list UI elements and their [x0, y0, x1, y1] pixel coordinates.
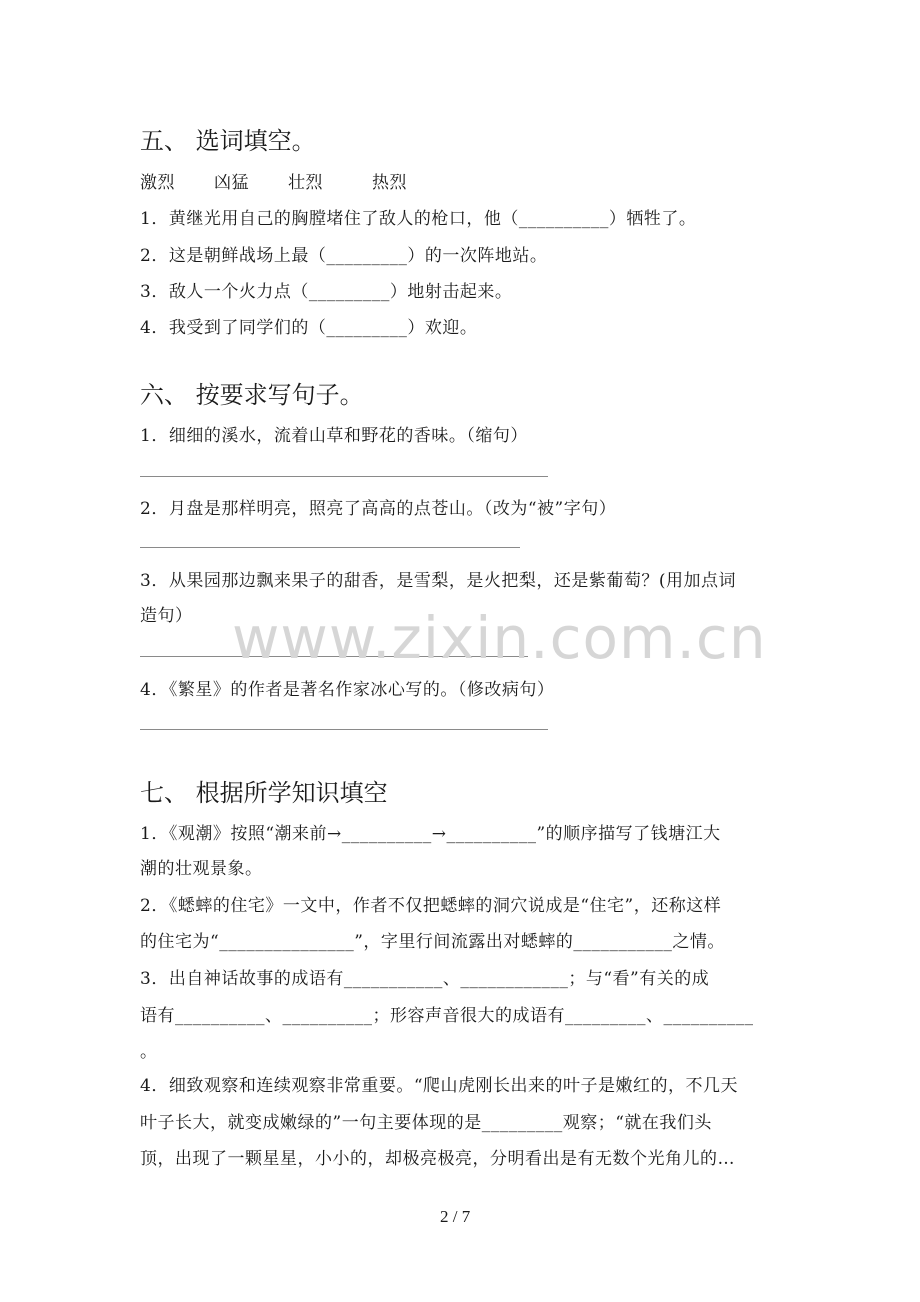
s6-question-3-cont: 造句） — [140, 606, 193, 626]
s6-question-1: 1．细细的溪水，流着山草和野花的香味。（缩句） — [140, 426, 528, 446]
word-choice-3: 壮烈 — [288, 173, 323, 193]
s5-question-3: 3．敌人一个火力点（_________）地射击起来。 — [140, 282, 513, 302]
answer-line-2 — [140, 547, 520, 548]
word-choice-2: 凶猛 — [214, 173, 249, 193]
word-choice-4: 热烈 — [372, 173, 407, 193]
s6-question-2: 2．月盘是那样明亮，照亮了高高的点苍山。（改为“被”字句） — [140, 499, 617, 519]
s7-line-4: 的住宅为“_______________”，字里行间流露出对蟋蟀的___________之情。 — [140, 932, 725, 952]
s7-line-5: 3．出自神话故事的成语有___________、____________；与“看”有关的成 — [140, 969, 710, 989]
s7-line-2: 潮的壮观景象。 — [140, 859, 263, 879]
s6-question-3: 3．从果园那边飘来果子的甜香，是雪梨，是火把梨，还是紫葡萄？(用加点词 — [140, 571, 736, 591]
s5-question-1: 1．黄继光用自己的胸膛堵住了敌人的枪口，他（__________）牺牲了。 — [140, 209, 697, 229]
section-5-title: 五、 选词填空。 — [140, 127, 316, 155]
section-7-title: 七、 根据所学知识填空 — [140, 779, 388, 807]
word-choice-1: 激烈 — [140, 173, 175, 193]
s6-question-4: 4．《繁星》的作者是著名作家冰心写的。（修改病句） — [140, 680, 555, 700]
s7-line-7: 。 — [140, 1042, 158, 1062]
answer-line-1 — [140, 476, 548, 477]
s5-question-2: 2．这是朝鲜战场上最（_________）的一次阵地站。 — [140, 246, 548, 266]
s7-line-1: 1．《观潮》按照“潮来前→__________→__________”的顺序描写了钱塘江大 — [140, 824, 721, 844]
s7-line-10: 顶，出现了一颗星星，小小的，却极亮极亮，分明看出是有无数个光角儿的… — [140, 1149, 735, 1169]
answer-line-4 — [140, 729, 548, 730]
section-6-title: 六、 按要求写句子。 — [140, 381, 364, 409]
s7-line-6: 语有__________、__________；形容声音很大的成语有_________、__________ — [140, 1006, 754, 1026]
s7-line-3: 2．《蟋蟀的住宅》一文中，作者不仅把蟋蟀的洞穴说成是“住宅”，还称这样 — [140, 896, 722, 916]
s5-question-4: 4．我受到了同学们的（_________）欢迎。 — [140, 318, 478, 338]
s7-line-8: 4．细致观察和连续观察非常重要。“爬山虎刚长出来的叶子是嫩红的，不几天 — [140, 1076, 739, 1096]
s7-line-9: 叶子长大，就变成嫩绿的”一句主要体现的是_________观察；“就在我们头 — [140, 1113, 712, 1133]
watermark: www.zixin.com.cn — [232, 604, 767, 672]
page-number: 2 / 7 — [440, 1207, 471, 1226]
